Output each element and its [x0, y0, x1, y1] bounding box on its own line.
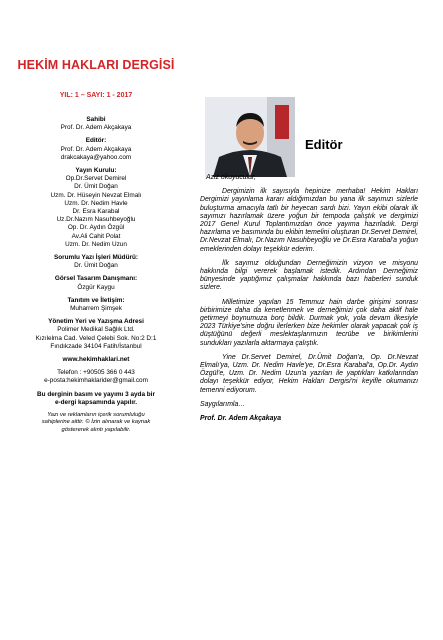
editor-label-left: Editör: [85, 137, 107, 145]
disclaimer-line: sahiplerine aittir. © İzin alınarak ve kaynak [41, 419, 151, 426]
owner-name: Prof. Dr. Adem Akçakaya [60, 124, 132, 132]
board-member: Op. Dr. Aydın Özgül [67, 224, 125, 232]
disclaimer-line: göstererek alıntı yapılabilir. [61, 426, 131, 433]
responsible-name: Dr. Ümit Doğan [74, 262, 118, 270]
letter-paragraph: İlk sayımız olduğundan Derneğimizin vizyon ve misyonu hakkında bilgi vererek başlamak istedik. Ardından Derneğimiz bünyesinde yaptığımız çalışmalar hakkında bazı haberleri sunduk sizlere. [200, 259, 418, 292]
promo-label: Tanıtım ve İletişim: [67, 296, 125, 304]
masthead-column [0, 0, 185, 640]
office-line: Kızılelma Cad. Veled Çelebi Sok. No:2 D:1 [35, 334, 157, 342]
contact-email[interactable]: e-posta:hekimhaklarider@gmail.com [44, 377, 148, 385]
board-member: Dr. Ümit Doğan [74, 183, 118, 191]
board-member: Uz.Dr.Nazım Nasuhbeyoğlu [56, 216, 136, 224]
design-name: Özgür Kaygu [77, 283, 115, 291]
phone: Telefon : +90505 366 0 443 [57, 369, 135, 377]
editor-name: Prof. Dr. Adem Akçakaya [60, 145, 132, 153]
office-line: Polimer Medikal Sağlık Ltd. [57, 326, 135, 334]
board-member: Dr. Esra Karabal [72, 208, 120, 216]
board-label: Yayın Kurulu: [75, 167, 117, 175]
responsible-label: Sorumlu Yazı İşleri Müdürü: [53, 254, 139, 262]
promo-name: Muharrem Şimşek [70, 305, 122, 313]
letter-signature: Prof. Dr. Adem Akçakaya [200, 415, 282, 423]
letter-paragraph: Yine Dr.Servet Demirel, Dr.Ümit Doğan'a, Op. Dr.Nevzat Elmalı'ya, Uzm. Dr. Nedim Havle'ye, Dr.Esra Karabal'a, Op.Dr. Aydın Özgül'e, Uzm. Dr. Nedim Uzun'a yazıları ile yaptıkları katkılarından dolayı teşekkür ediyor, Hekim Hakları Dergisi'ni keyifle okumanızı temenni ediyorum. [200, 353, 418, 394]
letter-closing: Saygılarımla… [200, 400, 246, 408]
portrait-photo-icon [205, 97, 295, 177]
office-label: Yönetim Yeri ve Yazışma Adresi [48, 318, 144, 326]
letter-paragraph: Dergimizin ilk sayısıyla hepinize merhaba! Hekim Hakları Dergimizi yayınlama kararı aldığımızdan bu yana ilk sayımızı sizlerle buluşturma amacıyla tatlı bir heyecan sardı bizi. Yayın ekibi olarak ilk sayımızı hazırlamak üzere yoğun bir tempoda çalıştık ve dergimizi 2017 Genel Kurul Toplantımızdan önce yayıma hazırladık. Dergi hazırlama ve basımında bu ekibin temelini oluşturan Dr.Servet Demirel, Dr.Nevzat Elmalı, Dr.Nazım Nasuhbeyoğlu ve Dr.Esra Karabal'a yoğun emeklerinden dolayı teşekkür ederim. [200, 188, 418, 253]
editor-portrait-photo [205, 97, 295, 177]
letter-paragraph: Milletimize yapılan 15 Temmuz hain darbe girişimi sonrası birbirimize daha da kenetlenmek ve derneğimizi çok daha aktif hale getirmeyi boynumuza borç bildik. Durmak yok, yola devam ilkesiyle 2023 Türkiye'sine doğru ilerlerken bize hekimler olarak yapacak çok iş düştüğünü değerli meslektaşlarımızın tecrübe ve birikimlerini sundukları yazılarla aktarmaya çalıştık. [200, 298, 418, 347]
letter-greeting: Aziz okuyucular, [206, 174, 256, 181]
office-line: Fındıkzade 34104 Fatih/İstanbul [50, 342, 142, 350]
owner-label: Sahibi [86, 116, 106, 123]
masthead [6, 116, 186, 434]
issue-info: YIL: 1 – SAYI: 1 - 2017 [59, 92, 133, 99]
disclaimer-line: Yazı ve reklamların içerik sorumluluğu [47, 412, 145, 419]
board-member: Uzm. Dr. Nedim Havle [64, 199, 128, 207]
magazine-title: HEKİM HAKLARI DERGİSİ [17, 58, 175, 72]
board-member: Av.Ali Cahit Polat [71, 232, 121, 240]
editor-heading: Editör [305, 137, 343, 152]
website-link[interactable]: www.hekimhaklari.net [62, 356, 130, 364]
board-member: Op.Dr.Servet Demirel [65, 175, 127, 183]
design-label: Görsel Tasarım Danışmanı: [54, 275, 138, 283]
print-note: Bu derginin basım ve yayımı 3 ayda bir [37, 390, 155, 398]
editorial-letter [200, 174, 418, 429]
board-member: Uzm. Dr. Hüseyin Nevzat Elmalı [50, 191, 142, 199]
editor-email[interactable]: drakcakaya@yahoo.com [60, 153, 132, 161]
board-member: Uzm. Dr. Nedim Uzun [65, 240, 127, 248]
print-note: e-dergi kapsamında yapılır. [54, 398, 138, 406]
